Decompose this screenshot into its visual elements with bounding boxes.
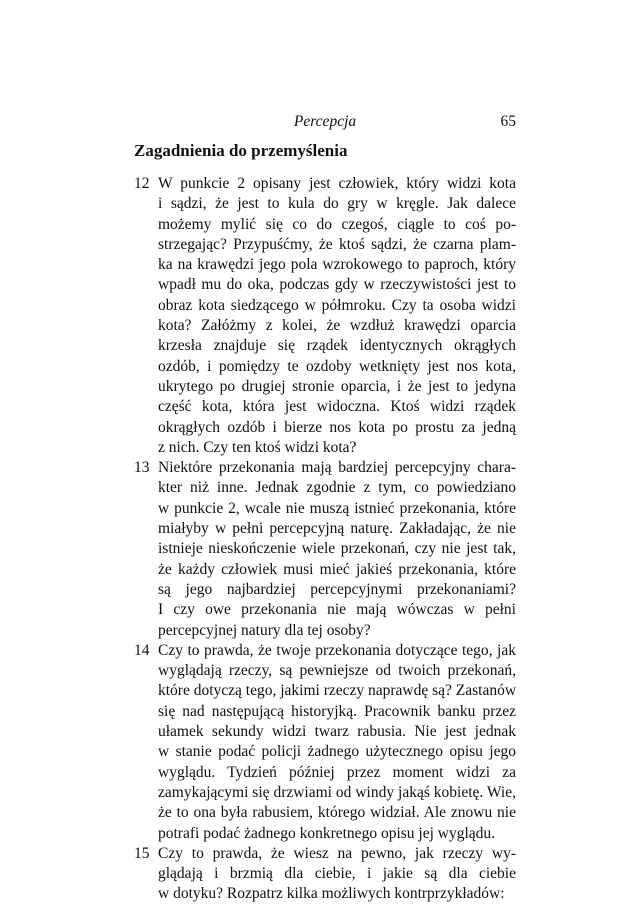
question-number: 14 [134, 641, 150, 659]
question-text-line: potrafi podać żadnego konkretnego opisu jej wyglądu. [158, 824, 496, 842]
question-item [134, 844, 516, 905]
question-text-line: istnieje nieskończenie wiele przekonań, czy nie jest tak, [158, 540, 516, 558]
running-head [134, 111, 516, 133]
question-text-line: się nad następującą historyjką. Pracownik banku przez [158, 702, 516, 720]
questions-list [134, 174, 516, 905]
question-text-line: możemy mylić się co do czegoś, ciągle to coś po- [158, 215, 516, 233]
question-number: 13 [134, 459, 150, 477]
question-number: 12 [134, 175, 150, 192]
question-text-line: Czy to prawda, że twoje przekonania dotyczące tego, jak [158, 641, 516, 659]
question-text-line: że to ona była rabusiem, którego widział. Ale znowu nie [158, 804, 516, 822]
question-text-line: ułamek sekundy widzi twarz rabusia. Nie jest jednak [158, 723, 516, 741]
question-text-line: kota? Załóżmy z kolei, że wzdłuż krawędzi oparcia [158, 317, 516, 335]
question-text-line: i sądzi, że jest to kula do gry w kręgle. Jak dalece [158, 195, 516, 213]
question-text-line: część kota, która jest widoczna. Ktoś widzi rządek [158, 398, 516, 416]
question-text-line: z nich. Czy ten ktoś widzi kota? [158, 438, 357, 456]
question-item [134, 174, 516, 458]
question-text-line: ozdób, i pomiędzy te ozdoby wetknięty jest nos kota, [158, 357, 516, 375]
question-text-line: które dotyczą tego, jakimi rzeczy naprawdę są? Zastanów [158, 682, 517, 700]
page-number: 65 [500, 113, 516, 130]
question-text-line: obraz kota siedzącego w półmroku. Czy ta osoba widzi [158, 296, 516, 314]
question-text-line: są jego najbardziej percepcyjnymi przekonaniami? [158, 580, 516, 598]
question-text-line: wpadł mu do oka, podczas gdy w rzeczywistości jest to [158, 276, 516, 294]
question-text-line: że każdy człowiek musi mieć jakieś przekonania, które [158, 560, 516, 578]
question-text-line: okrągłych ozdób i bierze nos kota po prostu za jedną [158, 418, 516, 436]
question-item [134, 641, 516, 844]
question-text-line: wyglądu. Tydzień później przez moment widzi za [158, 763, 516, 781]
question-text-line: w dotyku? Rozpatrz kilka możliwych kontrprzykładów: [158, 885, 505, 903]
question-item [134, 458, 516, 641]
question-text-line: ukrytego po drugiej stronie oparcia, i że jest to jedyna [158, 377, 516, 395]
question-text-line: percepcyjnej natury dla tej osoby? [158, 621, 371, 639]
question-text-line: krzesła znajduje się rządek identycznych okrągłych [158, 337, 516, 355]
running-title: Percepcja [293, 113, 357, 130]
question-text-line: w stanie podać policji żadnego użytecznego opisu jego [158, 743, 516, 761]
question-text-line: kter niż inne. Jednak zgodnie z tym, co powiedziano [158, 479, 516, 497]
question-text-line: I czy owe przekonania nie mają wówczas w pełni [158, 601, 516, 619]
question-text-line: glądają i brzmią dla ciebie, i jakie są dla ciebie [158, 865, 516, 883]
question-number: 15 [134, 844, 150, 862]
question-text-line: strzegając? Przypuśćmy, że ktoś sądzi, że czarna plam- [158, 235, 516, 253]
question-text-line: wyglądają rzeczy, są pewniejsze od twoich przekonań, [158, 662, 516, 680]
question-text-line: miałyby w pełni percepcyjną naturę. Zakładając, że nie [158, 520, 516, 538]
question-text-line: w punkcie 2, wcale nie muszą istnieć przekonania, które [158, 499, 516, 517]
question-text-line: Niektóre przekonania mają bardziej percepcyjny chara- [158, 459, 516, 477]
section-heading: Zagadnienia do przemyślenia [134, 141, 348, 160]
question-text-line: zamykającymi się drzwiami od windy jakąś kobietę. Wie, [158, 783, 516, 801]
question-text-line: ka na krawędzi jego pola wzrokowego to paproch, który [158, 256, 516, 274]
question-text-line: W punkcie 2 opisany jest człowiek, który widzi kota [158, 175, 516, 192]
question-text-line: Czy to prawda, że wiesz na pewno, jak rzeczy wy- [158, 844, 516, 862]
